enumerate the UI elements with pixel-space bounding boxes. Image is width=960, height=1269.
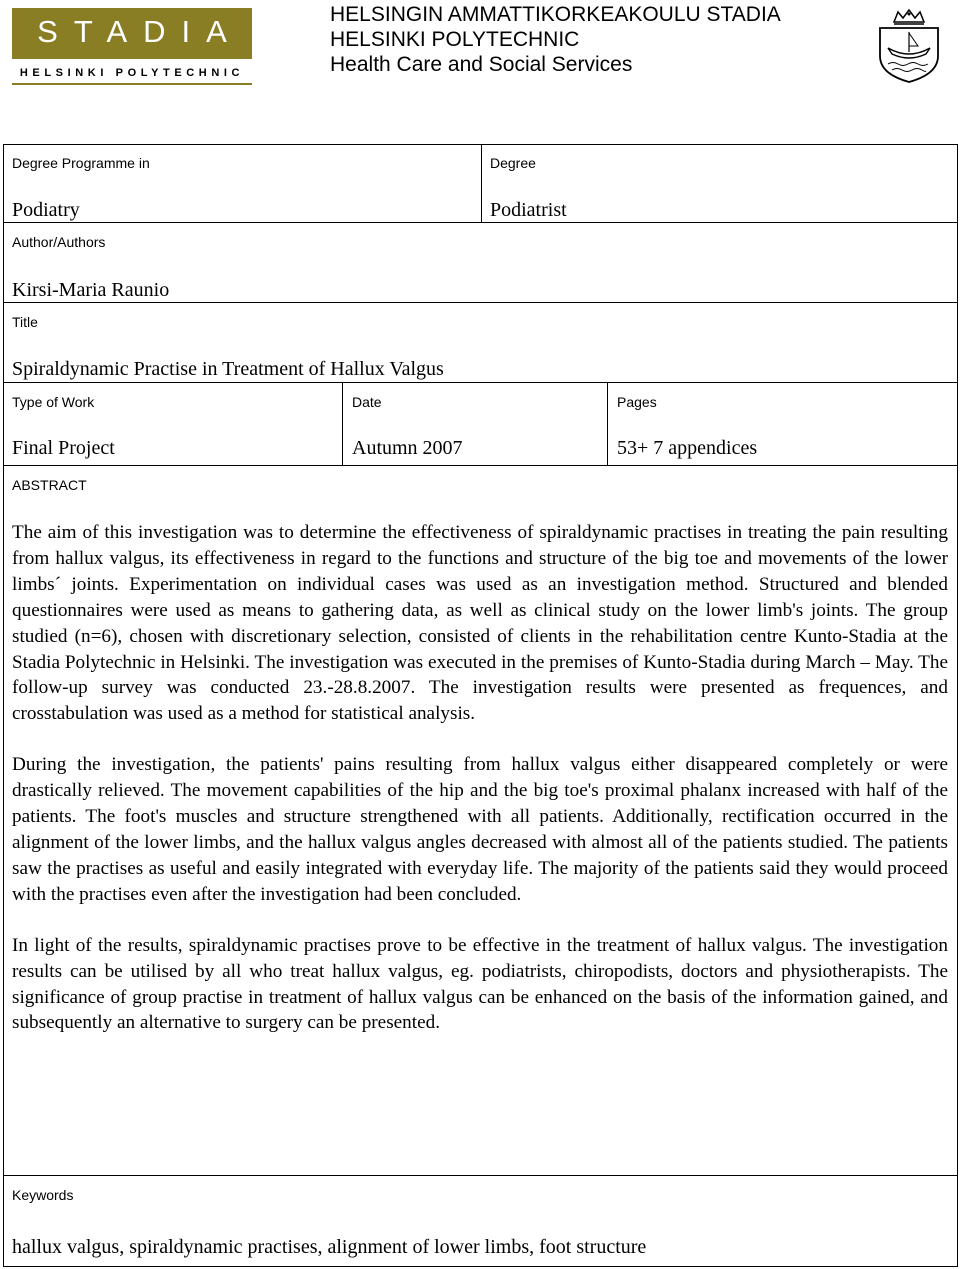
logo-banner xyxy=(12,8,252,59)
logo-subtitle: HELSINKI POLYTECHNIC xyxy=(19,67,245,79)
abstract-paragraph: During the investigation, the patients' pains resulting from hallux valgus either disappeared completely or were drastically relieved. The movement capabilities of the hip and the big toe's proximal phalanx increased with half of the patients. The foot's muscles and structure strengthened with all patients. Additionally, rectification occurred in the alignment of the lower limbs, and the hallux valgus angles decreased with almost all of the patients studied. The patients saw the practises as useful and easily integrated with everyday life. The majority of the patients said they would proceed with the practises even after the investigation had been concluded. xyxy=(12,754,948,905)
date-label: Date xyxy=(352,394,382,410)
divider xyxy=(3,465,958,466)
degree-programme-value: Podiatry xyxy=(12,199,80,221)
divider xyxy=(3,1175,958,1176)
pages-label: Pages xyxy=(617,394,657,410)
degree-programme-label: Degree Programme in xyxy=(12,155,150,171)
divider xyxy=(607,382,608,465)
stadia-logo xyxy=(12,8,252,86)
school-name-english: HELSINKI POLYTECHNIC xyxy=(330,28,580,51)
faculty-name: Health Care and Social Services xyxy=(330,53,633,76)
divider xyxy=(481,144,482,222)
author-label: Author/Authors xyxy=(12,234,106,250)
degree-value: Podiatrist xyxy=(490,199,567,221)
abstract-body xyxy=(12,520,948,1061)
school-name-finnish: HELSINGIN AMMATTIKORKEAKOULU STADIA xyxy=(330,3,781,26)
divider xyxy=(3,382,958,383)
abstract-paragraph: The aim of this investigation was to determine the effectiveness of spiraldynamic practises in treating the pain resulting from hallux valgus, its effectiveness in regard to the functions and structure of the big toe and movements of the lower limbs´ joints. Experimentation on individual cases was used as an investigation method. Structured and blended questionnaires were used as means to gathering data, as well as clinical study on the lower limb's joints. The group studied (n=6), chosen with discretionary selection, consisted of clients in the rehabilitation centre Kunto-Stadia at the Stadia Polytechnic in Helsinki. The investigation was executed in the premises of Kunto-Stadia during March – May. The follow-up survey was conducted 23.-28.8.2007. The investigation results were presented as frequences, and crosstabulation was used as a method for statistical analysis. xyxy=(12,522,948,725)
logo-underline xyxy=(12,83,252,85)
type-of-work-label: Type of Work xyxy=(12,394,95,410)
helsinki-coat-of-arms-icon xyxy=(876,8,942,84)
divider xyxy=(342,382,343,465)
divider xyxy=(3,222,958,223)
pages-value: 53+ 7 appendices xyxy=(617,437,758,459)
abstract-paragraph: In light of the results, spiraldynamic practises prove to be effective in the treatment of hallux valgus. The investigation results can be utilised by all who treat hallux valgus, eg. podiatrists, chiropodists, doctors and physiotherapists. The significance of group practise in treatment of hallux valgus can be enhanced on the basis of the information gained, and subsequently an alternative to surgery can be presented. xyxy=(12,934,948,1034)
title-value: Spiraldynamic Practise in Treatment of Hallux Valgus xyxy=(12,358,444,380)
degree-label: Degree xyxy=(490,155,536,171)
divider xyxy=(3,302,958,303)
title-label: Title xyxy=(12,314,38,330)
keywords-value: hallux valgus, spiraldynamic practises, alignment of lower limbs, foot structure xyxy=(12,1236,647,1258)
logo-wordmark: STADIA xyxy=(37,14,243,49)
date-value: Autumn 2007 xyxy=(352,437,463,459)
keywords-label: Keywords xyxy=(12,1187,74,1203)
abstract-label: ABSTRACT xyxy=(12,477,87,493)
type-of-work-value: Final Project xyxy=(12,437,115,459)
author-value: Kirsi-Maria Raunio xyxy=(12,279,170,301)
school-name-block xyxy=(330,2,781,77)
